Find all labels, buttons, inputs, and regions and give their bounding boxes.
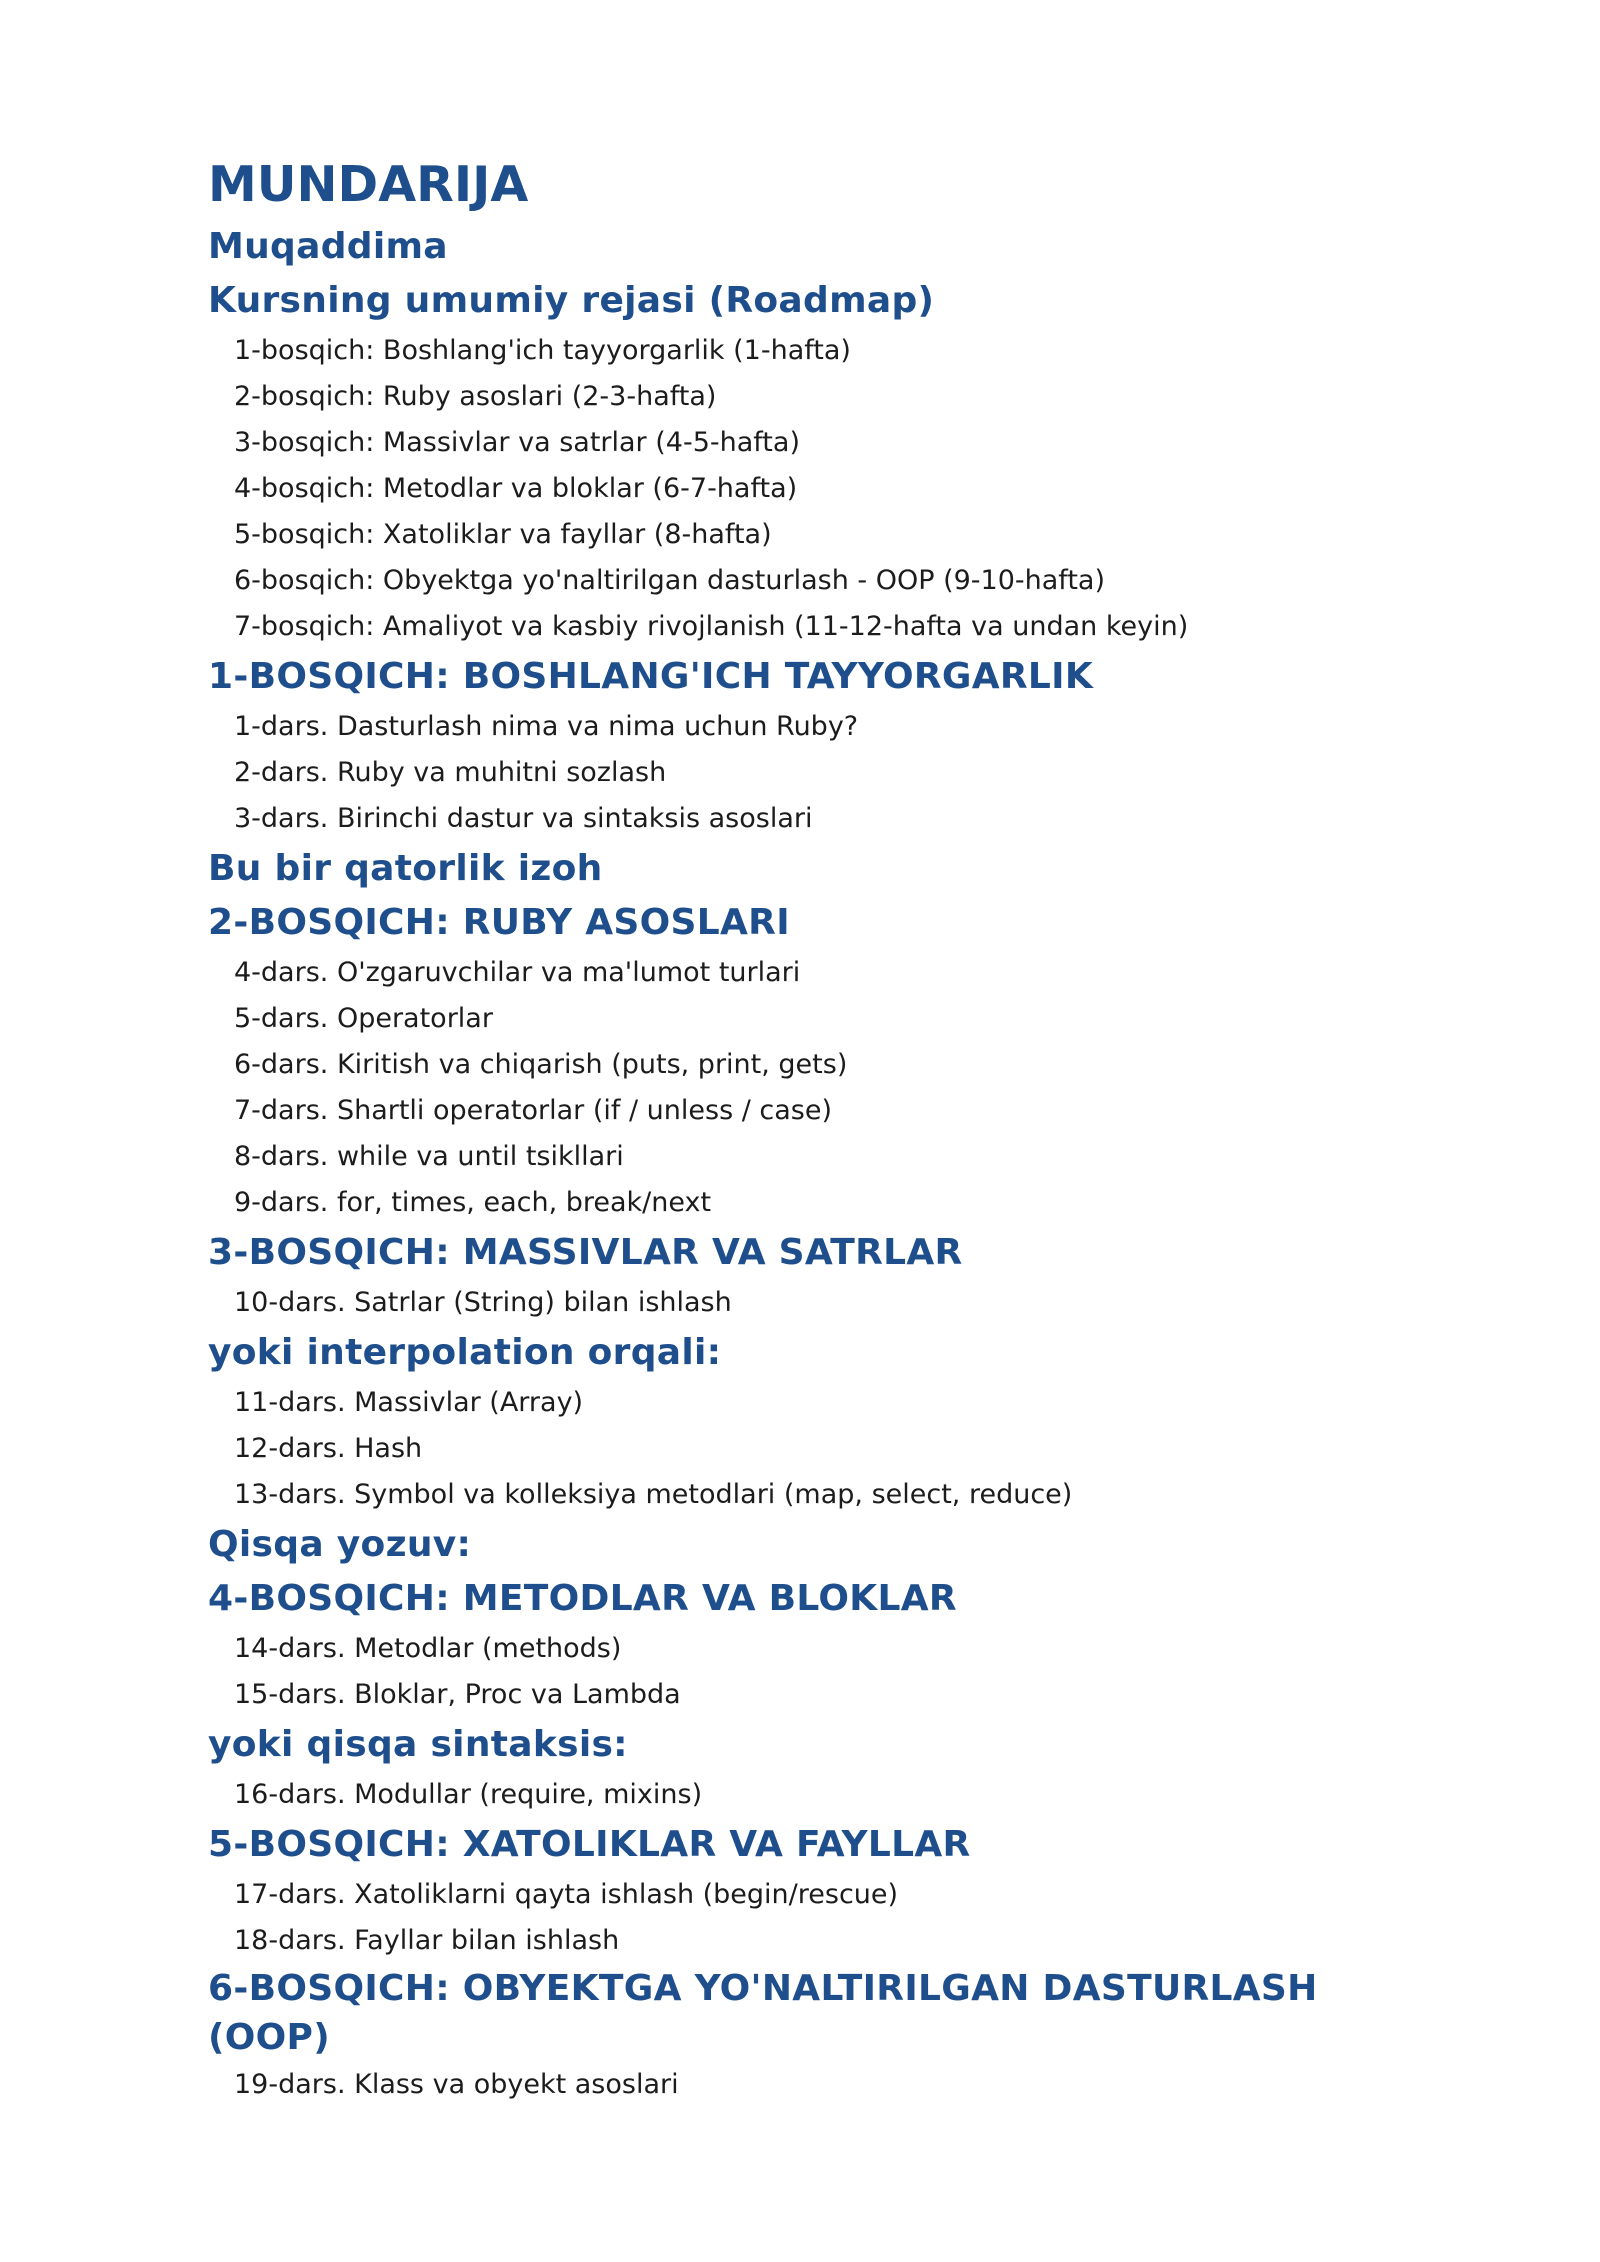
toc-item: 7-bosqich: Amaliyot va kasbiy rivojlanish (11-12-hafta va undan keyin)	[234, 611, 1189, 642]
toc-item: 14-dars. Metodlar (methods)	[234, 1633, 622, 1664]
toc-title: MUNDARIJA	[208, 156, 529, 213]
toc-heading-comment: Bu bir qatorlik izoh	[208, 848, 603, 889]
toc-item: 11-dars. Massivlar (Array)	[234, 1387, 584, 1418]
toc-item: 17-dars. Xatoliklarni qayta ishlash (begin/rescue)	[234, 1879, 899, 1910]
toc-item: 4-dars. O'zgaruvchilar va ma'lumot turlari	[234, 957, 801, 988]
toc-item: 6-bosqich: Obyektga yo'naltirilgan dasturlash - OOP (9-10-hafta)	[234, 565, 1106, 596]
toc-item: 6-dars. Kiritish va chiqarish (puts, print, gets)	[234, 1049, 848, 1080]
toc-heading-short-syntax: yoki qisqa sintaksis:	[208, 1724, 628, 1765]
toc-item: 1-dars. Dasturlash nima va nima uchun Ruby?	[234, 711, 859, 742]
toc-item: 12-dars. Hash	[234, 1433, 423, 1464]
toc-item: 16-dars. Modullar (require, mixins)	[234, 1779, 703, 1810]
toc-item: 3-bosqich: Massivlar va satrlar (4-5-hafta)	[234, 427, 800, 458]
toc-item: 8-dars. while va until tsikllari	[234, 1141, 624, 1172]
toc-heading-roadmap: Kursning umumiy rejasi (Roadmap)	[208, 280, 935, 321]
toc-heading-stage-3: 3-BOSQICH: MASSIVLAR VA SATRLAR	[208, 1232, 963, 1273]
toc-item: 5-dars. Operatorlar	[234, 1003, 493, 1034]
toc-item: 1-bosqich: Boshlang'ich tayyorgarlik (1-hafta)	[234, 335, 851, 366]
toc-item: 4-bosqich: Metodlar va bloklar (6-7-hafta)	[234, 473, 798, 504]
toc-item: 2-dars. Ruby va muhitni sozlash	[234, 757, 667, 788]
toc-item: 9-dars. for, times, each, break/next	[234, 1187, 712, 1218]
toc-item: 3-dars. Birinchi dastur va sintaksis asoslari	[234, 803, 813, 834]
table-of-contents	[208, 150, 1408, 2108]
toc-heading-stage-5: 5-BOSQICH: XATOLIKLAR VA FAYLLAR	[208, 1824, 971, 1865]
toc-item: 5-bosqich: Xatoliklar va fayllar (8-hafta)	[234, 519, 772, 550]
toc-item: 13-dars. Symbol va kolleksiya metodlari (map, select, reduce)	[234, 1479, 1073, 1510]
toc-item: 18-dars. Fayllar bilan ishlash	[234, 1925, 620, 1956]
toc-heading-short: Qisqa yozuv:	[208, 1524, 472, 1565]
toc-heading-intro: Muqaddima	[208, 226, 448, 267]
toc-item: 15-dars. Bloklar, Proc va Lambda	[234, 1679, 681, 1710]
toc-item: 19-dars. Klass va obyekt asoslari	[234, 2069, 679, 2100]
toc-heading-stage-6: 6-BOSQICH: OBYEKTGA YO'NALTIRILGAN DASTURLASH (OOP)	[208, 1968, 1318, 2058]
toc-heading-stage-2: 2-BOSQICH: RUBY ASOSLARI	[208, 902, 790, 943]
toc-item: 2-bosqich: Ruby asoslari (2-3-hafta)	[234, 381, 717, 412]
toc-item: 10-dars. Satrlar (String) bilan ishlash	[234, 1287, 732, 1318]
toc-heading-stage-4: 4-BOSQICH: METODLAR VA BLOKLAR	[208, 1578, 957, 1619]
toc-item: 7-dars. Shartli operatorlar (if / unless / case)	[234, 1095, 832, 1126]
toc-heading-interpolation: yoki interpolation orqali:	[208, 1332, 722, 1373]
toc-heading-stage-1: 1-BOSQICH: BOSHLANG'ICH TAYYORGARLIK	[208, 656, 1094, 697]
